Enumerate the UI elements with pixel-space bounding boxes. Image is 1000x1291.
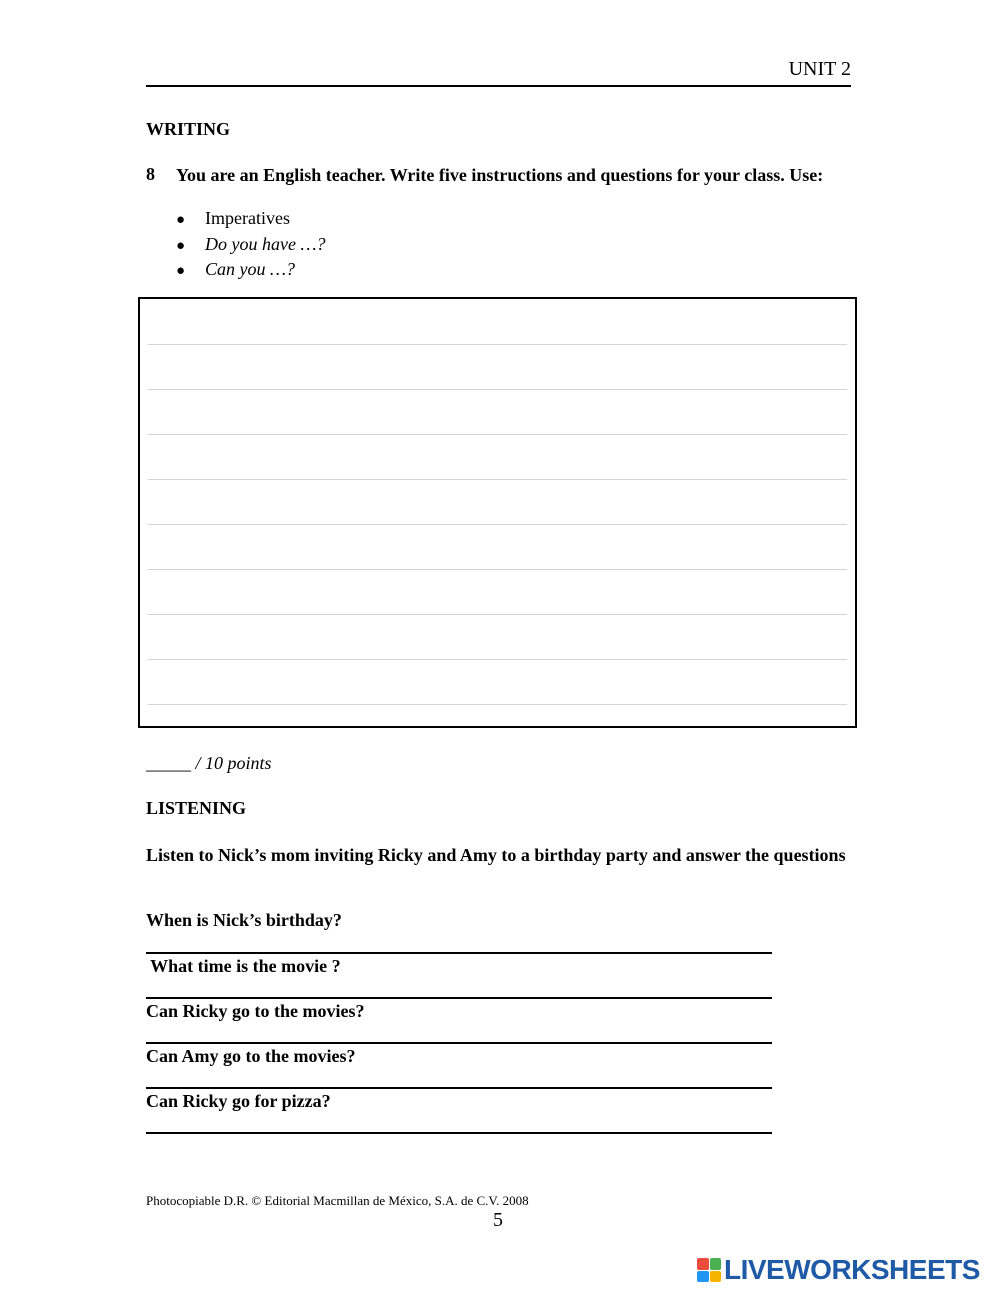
answer-line[interactable] (146, 997, 772, 999)
answer-line[interactable] (146, 952, 772, 954)
logo-icon (697, 1258, 721, 1282)
question-text: You are an English teacher. Write five instructions and questions for your class. Use: (176, 165, 824, 185)
bullet-item (176, 233, 325, 259)
question-number: 8 (146, 164, 155, 184)
answer-line[interactable] (146, 1042, 772, 1044)
bullet-text: Do you have …? (205, 233, 326, 254)
points-score: _____ / 10 points (146, 753, 272, 773)
writing-line (148, 704, 847, 705)
listening-question: Can Ricky go to the movies? (146, 1001, 365, 1021)
writing-heading: WRITING (146, 119, 231, 139)
writing-line (148, 479, 847, 480)
bullet-icon: ● (176, 237, 186, 254)
listening-question: Can Ricky go for pizza? (146, 1091, 331, 1111)
answer-line[interactable] (146, 1132, 772, 1134)
bullet-item (176, 207, 325, 233)
bullet-item (176, 258, 325, 284)
listening-question: When is Nick’s birthday? (146, 910, 342, 930)
writing-answer-box[interactable] (138, 297, 857, 728)
writing-line (148, 389, 847, 390)
bullet-icon: ● (176, 263, 186, 279)
page-number: 5 (493, 1209, 503, 1231)
writing-line (148, 569, 847, 570)
answer-line[interactable] (146, 1087, 772, 1089)
brand-name: LIVEWORKSHEETS (724, 1254, 980, 1285)
writing-line (148, 659, 847, 660)
listening-instruction: Listen to Nick’s mom inviting Ricky and Amy to a birthday party and answer the questions (146, 845, 846, 865)
bullet-text: Can you …? (205, 259, 295, 279)
copyright-note: Photocopiable D.R. © Editorial Macmillan de México, S.A. de C.V. 2008 (146, 1193, 529, 1208)
writing-line (148, 524, 847, 525)
liveworksheets-logo (697, 1255, 980, 1285)
bullet-icon: ● (176, 212, 186, 228)
writing-line (148, 614, 847, 615)
unit-label: UNIT 2 (788, 58, 851, 80)
header-rule (146, 85, 851, 87)
bullet-list (176, 207, 325, 284)
listening-question: Can Amy go to the movies? (146, 1046, 356, 1066)
writing-line (148, 344, 847, 345)
listening-question: What time is the movie ? (146, 956, 341, 976)
listening-heading: LISTENING (146, 798, 247, 818)
bullet-text: Imperatives (205, 208, 290, 228)
writing-line (148, 434, 847, 435)
